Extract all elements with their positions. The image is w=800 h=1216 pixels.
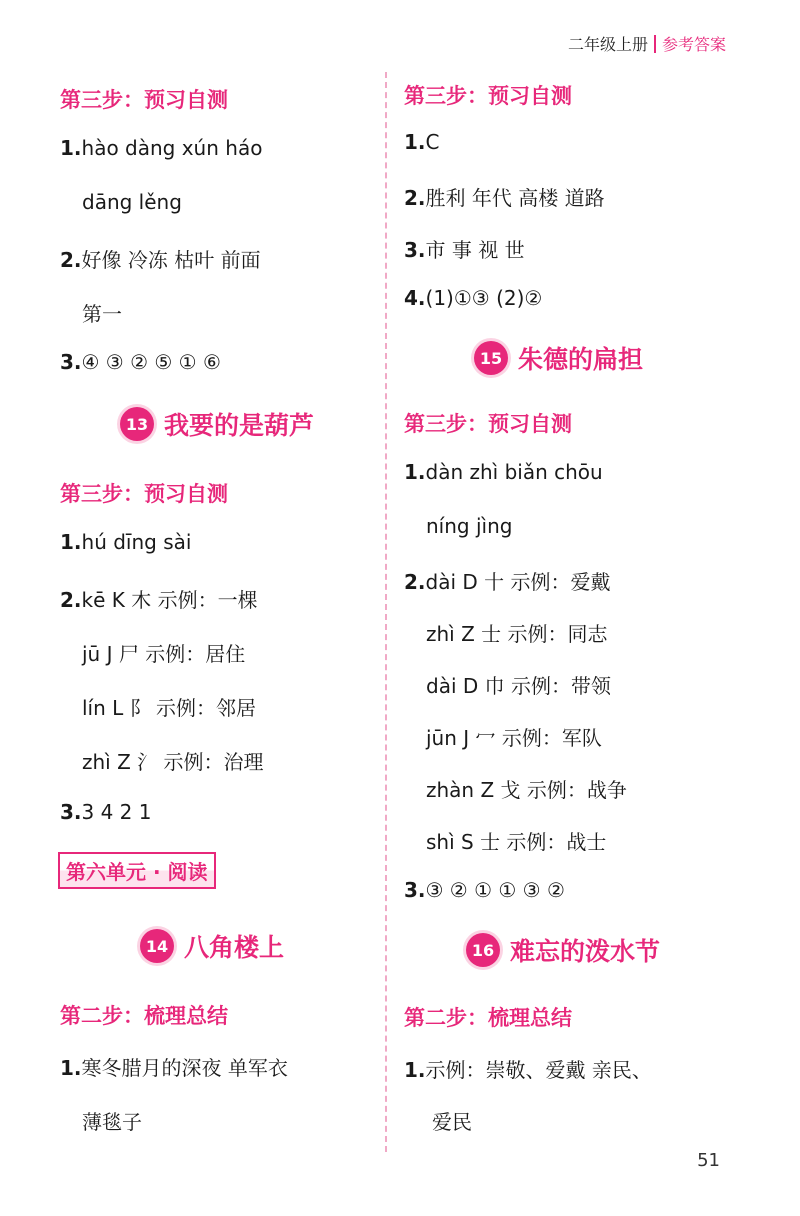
item-number: 1. [404,1058,426,1082]
answer-text: 市 事 视 世 [425,238,525,262]
step-heading: 第三步：预习自测 [404,412,572,436]
item-number: 4. [404,286,426,310]
answer-line [404,234,525,263]
lesson-number-badge: 13 [120,407,154,441]
unit-banner: 第六单元 · 阅读 [58,852,216,889]
item-number: 1. [404,130,426,154]
answer-text: 3 4 2 1 [81,800,152,824]
answer-line [60,136,262,160]
step-heading: 第三步：预习自测 [60,88,228,112]
header-separator [654,35,656,53]
lesson-number-badge: 16 [466,933,500,967]
answer-line [60,530,191,554]
answer-text: kē K 木 示例：一棵 [81,588,258,612]
answer-text: 寒冬腊月的深夜 单军衣 [81,1056,288,1080]
lesson-title: 难忘的泼水节 [510,937,661,966]
answer-line: 薄毯子 [82,1110,142,1134]
answer-line: 爱民 [432,1110,472,1134]
lesson-title: 八角楼上 [184,933,285,962]
step-heading: 第三步：预习自测 [404,84,572,108]
answer-text: 好像 冷冻 枯叶 前面 [81,248,261,272]
answer-line: zhì Z 士 示例：同志 [426,622,608,646]
item-number: 3. [60,800,82,824]
page-number: 51 [697,1150,720,1171]
answer-line [60,350,221,374]
answer-line [404,1054,652,1083]
lesson-title-15 [474,340,643,376]
column-divider [385,72,387,1152]
answers-label: 参考答案 [661,35,726,54]
answer-line [404,182,605,211]
step-heading: 第二步：梳理总结 [60,1004,228,1028]
lesson-title-14 [140,928,284,964]
answer-text: C [425,130,440,154]
answer-line: níng jìng [426,514,513,538]
answer-text: ③ ② ① ① ③ ② [425,878,565,902]
answer-line [404,460,603,484]
answer-line: zhì Z 氵 示例：治理 [82,750,264,774]
answer-line: 第一 [82,302,122,326]
step-heading: 第三步：预习自测 [60,482,228,506]
answer-text: dài D 十 示例：爱戴 [425,570,611,594]
item-number: 2. [404,570,426,594]
item-number: 3. [404,238,426,262]
page-header [568,32,726,55]
answer-text: hú dīng sài [81,530,192,554]
answer-line: jū J 尸 示例：居住 [82,642,246,666]
answer-line [404,286,542,310]
answer-text: ④ ③ ② ⑤ ① ⑥ [81,350,221,374]
lesson-title-13 [120,406,314,442]
item-number: 1. [404,460,426,484]
answer-line [404,878,565,902]
answer-line [60,244,261,273]
item-number: 3. [404,878,426,902]
item-number: 1. [60,136,82,160]
answer-line [60,584,258,613]
answer-line [404,130,439,154]
answer-text: 胜利 年代 高楼 道路 [425,186,605,210]
answer-line: lín L 阝 示例：邻居 [82,696,257,720]
answer-line: jūn J 冖 示例：军队 [426,726,602,750]
lesson-title-16 [466,932,660,968]
item-number: 1. [60,1056,82,1080]
item-number: 2. [60,248,82,272]
item-number: 2. [404,186,426,210]
answer-line [404,566,611,595]
answer-line: zhàn Z 戈 示例：战争 [426,778,627,802]
item-number: 1. [60,530,82,554]
lesson-number-badge: 15 [474,341,508,375]
lesson-title: 朱德的扁担 [518,345,644,374]
answer-text: hào dàng xún háo [81,136,263,160]
item-number: 3. [60,350,82,374]
answer-line [60,800,152,824]
grade-label: 二年级上册 [567,35,648,54]
answer-text: dàn zhì biǎn chōu [425,460,603,484]
step-heading: 第二步：梳理总结 [404,1006,572,1030]
answer-line: shì S 士 示例：战士 [426,830,607,854]
lesson-number-badge: 14 [140,929,174,963]
item-number: 2. [60,588,82,612]
answer-text: (1)①③ (2)② [425,286,543,310]
answer-line: dāng lěng [82,190,182,214]
answer-line: dài D 巾 示例：带领 [426,674,611,698]
lesson-title: 我要的是葫芦 [164,411,315,440]
answer-text: 示例：崇敬、爱戴 亲民、 [425,1058,652,1082]
answer-line [60,1052,288,1081]
